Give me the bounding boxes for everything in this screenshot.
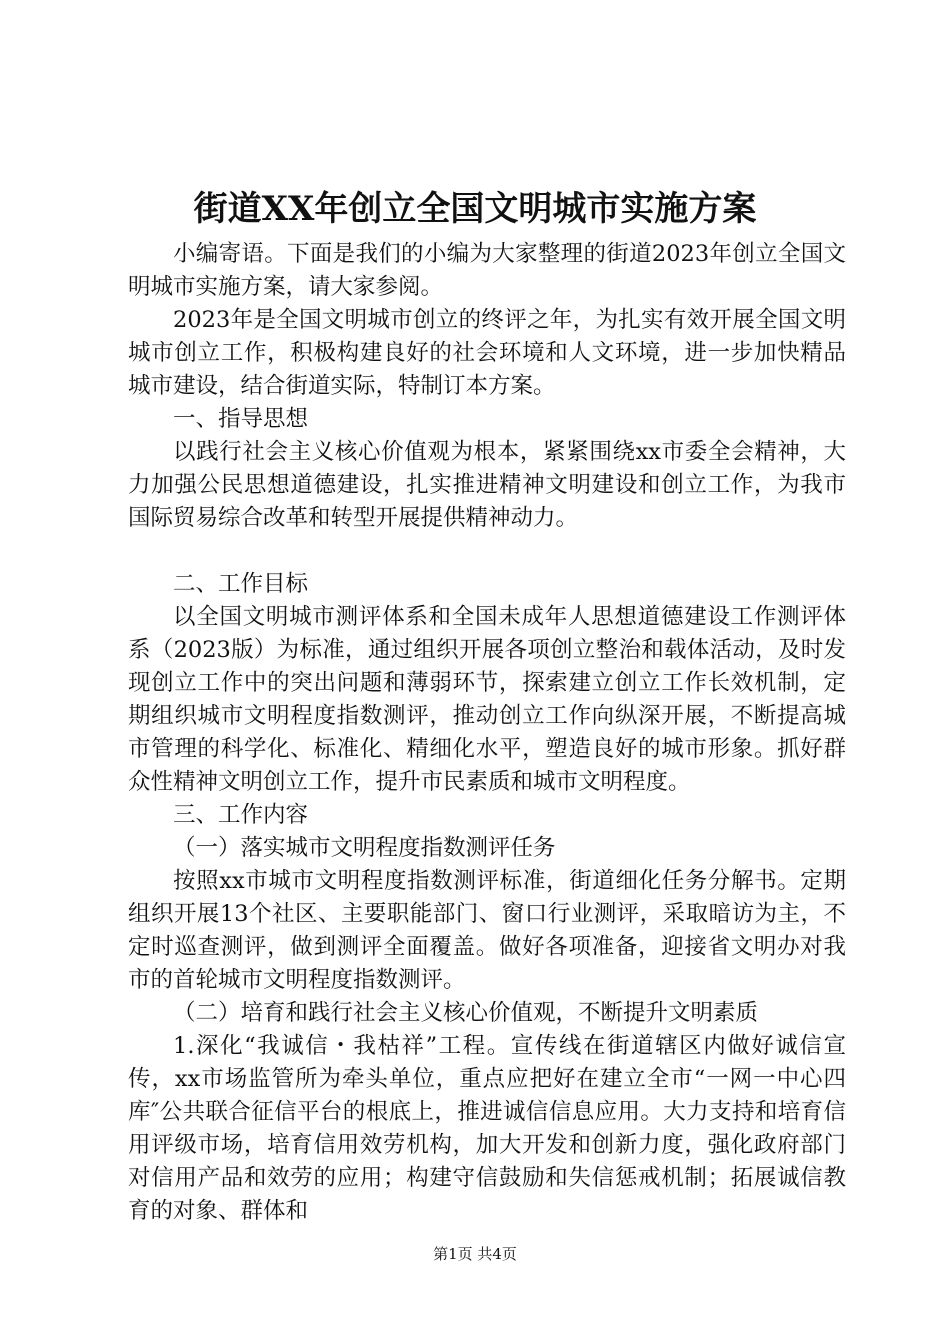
paragraph-background: 2023年是全国文明城市创立的终评之年，为扎实有效开展全国文明城市创立工作，积极构建良好的社会环境和人文环境，进一步加快精品城市建设，结合街道实际，特制订本方案。 bbox=[128, 307, 846, 399]
page-number-footer: 第1页 共4页 bbox=[433, 1245, 517, 1263]
paragraph-evaluation: 按照xx市城市文明程度指数测评标准，街道细化任务分解书。定期组织开展13个社区、主要职能部门、窗口行业测评，采取暗访为主，不定时巡查测评，做到测评全面覆盖。做好各项准备，迎接省文明办对我市的首轮城市文明程度指数测评。 bbox=[128, 868, 846, 993]
section-heading-work-content: 三、工作内容 bbox=[173, 802, 309, 828]
subsection-heading-1: （一）落实城市文明程度指数测评任务 bbox=[173, 835, 556, 861]
subsection-heading-2: （二）培育和践行社会主义核心价值观，不断提升文明素质 bbox=[173, 1000, 759, 1026]
document-body bbox=[128, 238, 846, 1228]
paragraph-guiding-ideology: 以践行社会主义核心价值观为根本，紧紧围绕xx市委全会精神，大力加强公民思想道德建设，扎实推进精神文明建设和创立工作，为我市国际贸易综合改革和转型开展提供精神动力。 bbox=[128, 439, 846, 531]
paragraph-intro: 小编寄语。下面是我们的小编为大家整理的街道2023年创立全国文明城市实施方案，请大家参阅。 bbox=[128, 241, 846, 300]
section-heading-work-goals: 二、工作目标 bbox=[173, 571, 309, 597]
paragraph-work-goals: 以全国文明城市测评体系和全国未成年人思想道德建设工作测评体系（2023版）为标准，通过组织开展各项创立整治和载体活动，及时发现创立工作中的突出问题和薄弱环节，探索建立创立工作长效机制，定期组织城市文明程度指数测评，推动创立工作向纵深开展，不断提高城市管理的科学化、标准化、精细化水平，塑造良好的城市形象。抓好群众性精神文明创立工作，提升市民素质和城市文明程度。 bbox=[128, 604, 846, 795]
document-title: 街道XX年创立全国文明城市实施方案 bbox=[193, 189, 757, 229]
paragraph-integrity: 1.深化“我诚信・我枯祥”工程。宣传线在街道辖区内做好诚信宣传，xx市场监管所为牵头单位，重点应把好在建立全市“一网一中心四库″公共联合征信平台的根底上，推进诚信信息应用。大力支持和培育信用评级市场，培育信用效劳机构，加大开发和创新力度，强化政府部门对信用产品和效劳的应用；构建守信鼓励和失信惩戒机制；拓展诚信教育的对象、群体和 bbox=[128, 1033, 846, 1224]
section-heading-guiding-ideology: 一、指导思想 bbox=[173, 406, 309, 432]
